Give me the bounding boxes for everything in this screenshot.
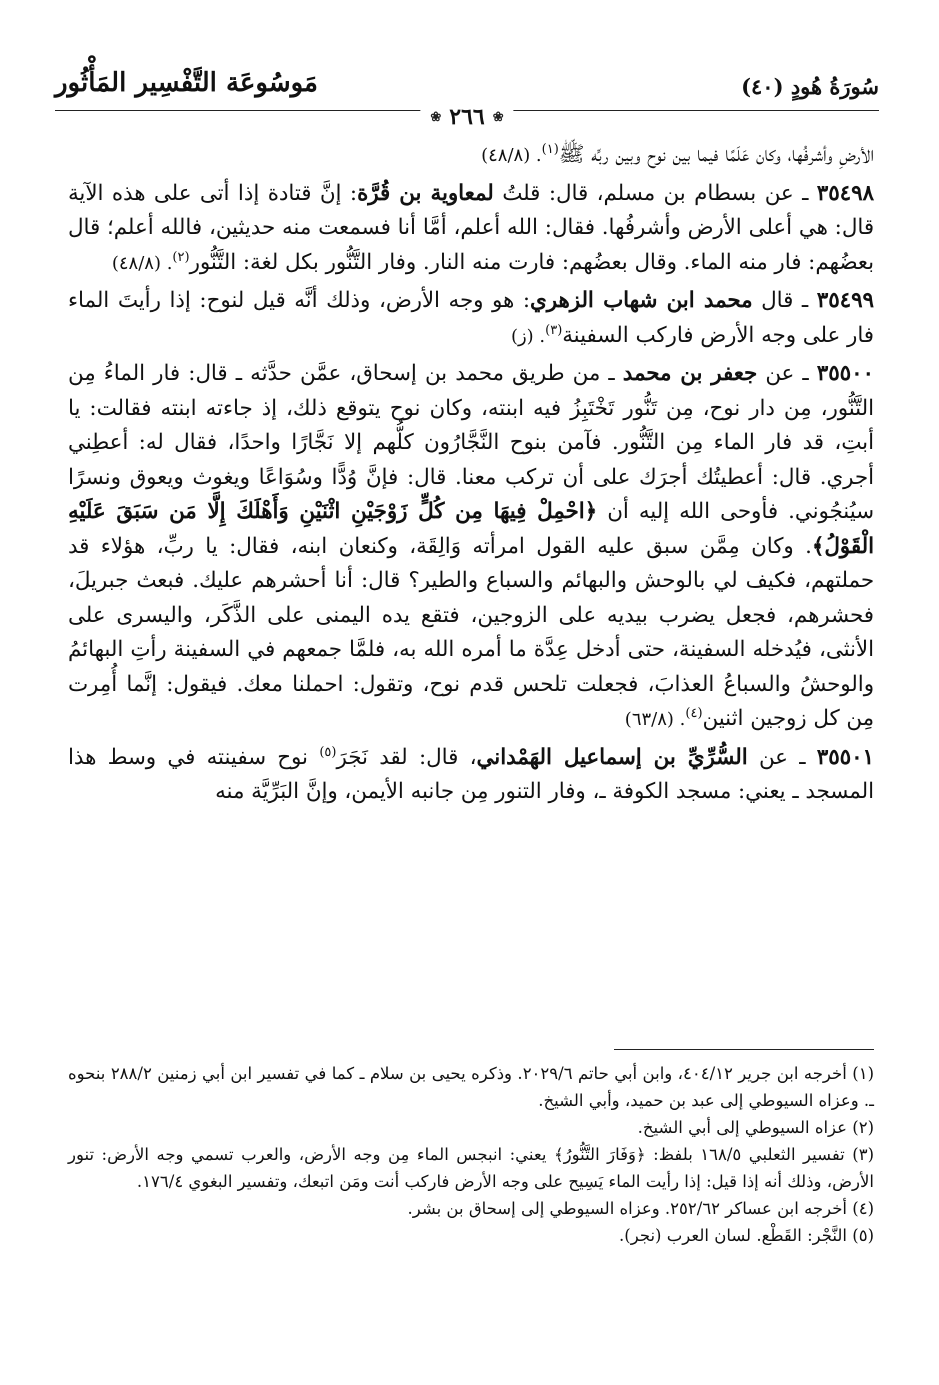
- ornament-icon: ❀: [492, 109, 504, 125]
- athar-entry: [68, 741, 874, 810]
- entry-text: ـ من طريق محمد بن إسحاق، عمَّن حدَّثه ـ قال: فار الماءُ مِن التَّنُّور، مِن دار نوح، مِن تَنُّور تَخْتَبِزُ فيه ابنته، وكان نوح يتوقع ذلك، إذ جاءته ابنته فقالت: يا أبتِ، قد فار الماء مِن التَّنُّور. فآمن بنوح النَّجَّارُون كلُّهم إلا نَجَّارًا واحدًا، فقال له: أعطِني أجري. قال: أعطيتُك أجرَك على أن تركب معنا. قال: فإنَّ وُدًّا وسُوَاعًا ويغوث ويعوق ونسرًا سيُنجُوني. فأوحى الله إليه أن: [68, 361, 874, 524]
- footnote: (١) أخرجه ابن جرير ٤٠٤/١٢، وابن أبي حاتم ٢٠٢٩/٦. وذكره يحيى بن سلام ـ كما في تفسير ابن أبي زمنين ٢٨٨/٢ بنحوه ـ. وعزاه السيوطي إلى عبد بن حميد، وأبي الشيخ.: [68, 1064, 874, 1110]
- paragraph: [68, 138, 874, 174]
- entry-text: . وكان مِمَّن سبق عليه القول امرأته وَالِقَة، وكنعان ابنه، فقال: يا ربِّ، هؤلاء قد حملتهم، فكيف لي بالوحش والبهائم والسباع والطير؟ قال: أنا أحشرهم عليك. فبعث جبريلَ، فحشرهم، فجعل يضرب بيديه على الزوجين، فتقع يده اليمنى على الذَّكَر، واليسرى على الأنثى، فيُدخله السفينة، حتى أدخل عِدَّة ما أمره الله به، فلمَّا جمعهم في السفينة رأتِ البهائمُ والوحشُ والسباعُ العذابَ، فجعلت تلحس قدم نوح، وتقول: احملنا معك. فيقول: إنَّما أُمِرت مِن كل زوجين اثنين: [68, 533, 874, 731]
- athar-entry: [68, 284, 874, 354]
- page-number-box: [420, 104, 513, 130]
- entry-intro: ـ عن بسطام بن مسلم، قال: قلتُ: [493, 180, 817, 206]
- running-header: [55, 68, 879, 130]
- entry-text: نوح سفينته في وسط هذا المسجد ـ يعني: مسجد الكوفة ـ، وفار التنور مِن جانبه الأيمن، وإنَّ البَرِّيَّة منه: [68, 744, 874, 804]
- paragraph-text: الأرضِ وأشرفُها، وكان عَلَمًا فيما بين نوح وبين ربِّه ﷺ: [558, 142, 874, 167]
- footnote: (٢) عزاه السيوطي إلى أبي الشيخ.: [637, 1118, 874, 1137]
- footnote-rule: [614, 1049, 874, 1050]
- footnote-marker: (١): [541, 141, 559, 157]
- footnote-marker: (٤): [685, 705, 703, 721]
- athar-entry: [68, 177, 874, 282]
- entry-intro: ـ عن: [757, 361, 817, 386]
- footnote: (٣) تفسير الثعلبي ١٦٨/٥ بلفظ: ﴿وَفَارَ التَّنُّورُ﴾ يعني: انبجس الماء مِن وجه الأرض، والعرب تسمي وجه الأرض: تنور الأرض، وذلك أنه إذا قيل: إذا رأيت الماء يَسِيح على وجه الأرض فاركب أنت ومَن اتبعك، وتفسير البغوي ١٧٦/٤.: [68, 1145, 874, 1191]
- entry-number: ٣٥٥٠٠: [816, 361, 874, 386]
- footnote-marker: (٢): [172, 249, 190, 265]
- entry-intro: ـ عن: [747, 744, 817, 770]
- entry-number: ٣٥٤٩٩: [816, 288, 874, 313]
- entry-number: ٣٥٤٩٨: [816, 180, 874, 206]
- entry-intro: ـ قال: [752, 288, 817, 313]
- entry-text: : إنَّ قتادة إذا أتى على هذه الآية قال: هي أعلى الأرض وأشرفُها. فقال: الله أعلم، أمَّا أنا فسمعت منه حديثين، فالله أعلم؛ قال بعضُهم: فار منه الماء. وقال بعضُهم: فارت منه النار. وفار التَّنُّور بكل لغة: التَّنُّور: [68, 180, 874, 275]
- narrator-name: محمد ابن شهاب الزهري: [530, 288, 753, 313]
- source-reference: . (٤٨/٨): [111, 252, 173, 274]
- narrator-name: جعفر بن محمد: [622, 361, 758, 386]
- entry-text: ، قال: لقد نَجَرَ: [336, 744, 477, 770]
- narrator-name: لمعاوية بن قُرَّة: [357, 180, 494, 206]
- surah-title: سُورَةُ هُودٍ (٤٠): [741, 74, 879, 99]
- source-reference: . (٤٨/٨): [481, 145, 542, 166]
- footnotes: [68, 1060, 874, 1249]
- footnote: (٥) النَّجْر: القَطْع. لسان العرب (نجر).: [619, 1226, 874, 1245]
- athar-entry: [68, 357, 874, 738]
- ornament-icon: ❀: [430, 109, 442, 125]
- book-title: مَوسُوعَة التَّفْسِير المَأْثُور: [55, 68, 318, 98]
- narrator-name: السُّرِّيِّ بن إسماعيل الهَمْداني: [476, 744, 748, 770]
- footnote: (٤) أخرجه ابن عساكر ٢٥٢/٦٢. وعزاه السيوطي إلى إسحاق بن بشر.: [407, 1199, 874, 1218]
- footnote-marker: (٥): [319, 744, 337, 760]
- entry-text: : هو وجه الأرض، وذلك أنَّه قيل لنوح: إذا رأيتَ الماء فار على وجه الأرض فاركب السفينة: [68, 288, 874, 348]
- source-reference: . (٦٣/٨): [624, 709, 686, 730]
- page-number: ٢٦٦: [449, 104, 485, 130]
- quran-verse: ﴿احْمِلْ فِيهَا مِن كُلٍّ زَوْجَيْنِ اثْنَيْنِ وَأَهْلَكَ إِلَّا مَن سَبَقَ عَلَيْهِ الْقَوْلُ﴾: [68, 499, 874, 559]
- source-reference: . (ز): [510, 325, 546, 347]
- entry-number: ٣٥٥٠١: [816, 744, 874, 770]
- footnote-marker: (٣): [545, 322, 563, 338]
- main-text: [68, 138, 874, 810]
